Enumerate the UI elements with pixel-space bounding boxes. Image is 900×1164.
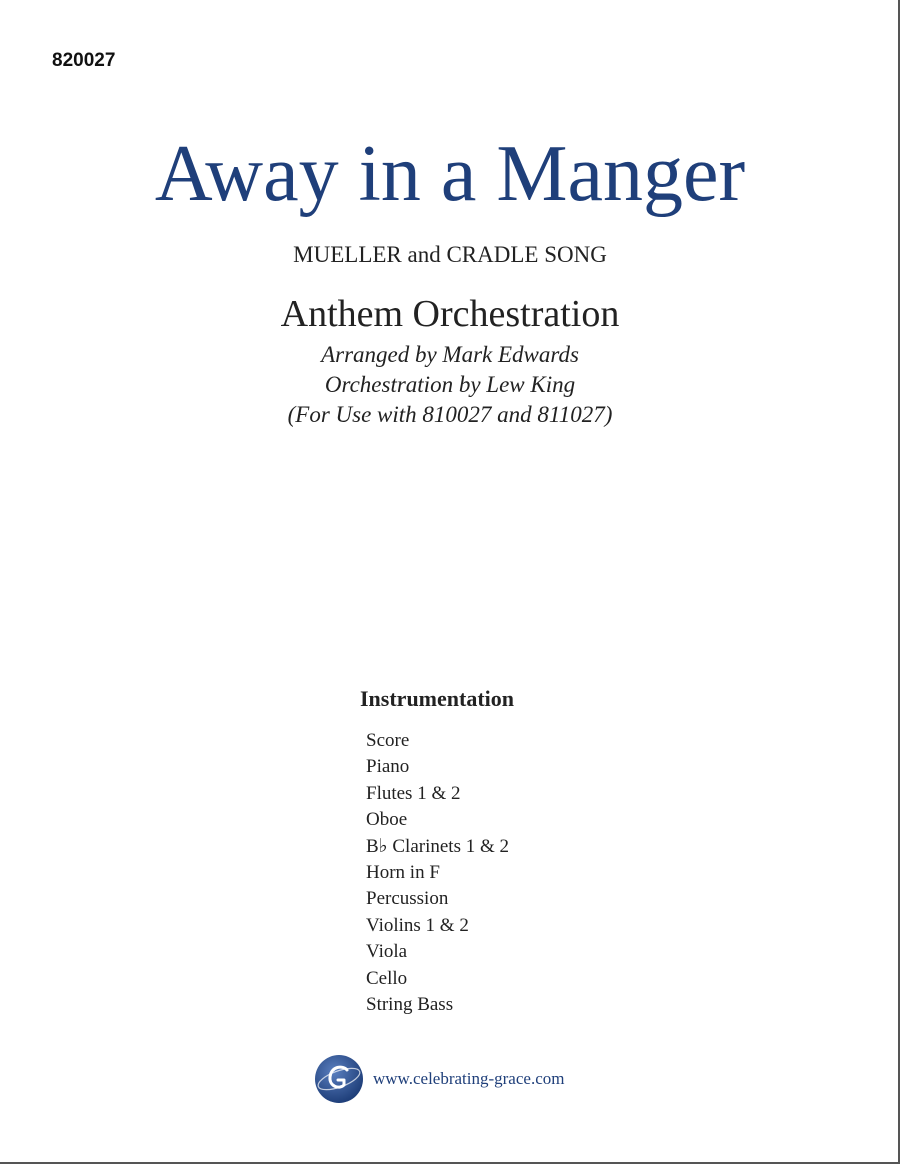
list-item: Piano [366, 756, 410, 778]
celebrating-grace-logo-icon [313, 1053, 365, 1105]
list-item: Cello [366, 967, 408, 989]
instrumentation-list [366, 728, 509, 1018]
list-item: Viola [366, 941, 408, 963]
list-item: Percussion [366, 888, 449, 910]
list-item: Flutes 1 & 2 [366, 782, 461, 804]
list-item: Oboe [366, 809, 408, 831]
orchestrator-credit: Orchestration by Lew King [324, 372, 576, 397]
list-item: String Bass [366, 994, 454, 1016]
list-item: Horn in F [366, 862, 440, 884]
publisher-footer [313, 1052, 564, 1106]
list-item: Violins 1 & 2 [366, 914, 469, 936]
publisher-website-link[interactable]: www.celebrating-grace.com [373, 1069, 565, 1088]
use-with-note: (For Use with 810027 and 811027) [287, 402, 613, 427]
list-item: B♭ Clarinets 1 & 2 [366, 835, 510, 857]
subtitle: Anthem Orchestration [280, 293, 620, 335]
instrumentation-heading: Instrumentation [360, 686, 515, 711]
catalog-number: 820027 [52, 50, 116, 71]
page-title: Away in a Manger [154, 130, 746, 218]
arranger-credit: Arranged by Mark Edwards [321, 342, 579, 367]
list-item: Score [366, 730, 410, 751]
tune-names: MUELLER and CRADLE SONG [293, 242, 607, 267]
